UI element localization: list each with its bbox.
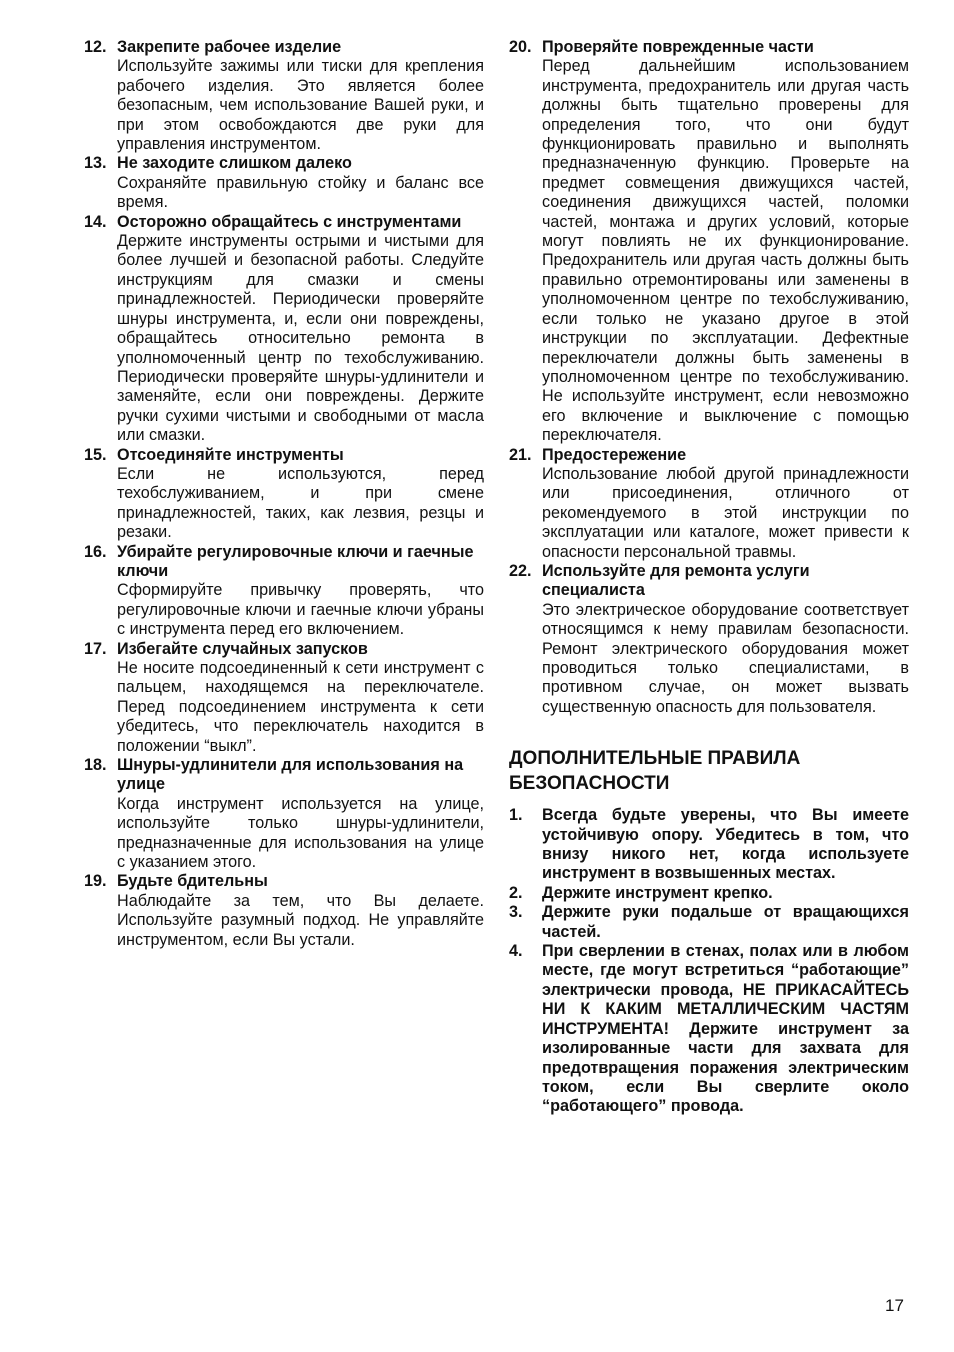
item-number: 22.: [509, 561, 532, 580]
item-title: Отсоединяйте инструменты: [117, 445, 344, 464]
item-number: 17.: [84, 639, 107, 658]
item-body: Это электрическое оборудование соответствует относящимся к нему правилам безопасности. Ремонт электрического оборудования может проводиться только специалистами, в противном случае, он может вызвать существенную опасность для пользователя.: [542, 600, 909, 716]
item-title: Шнуры-удлинители для использования на улице: [117, 756, 464, 794]
right-column: [509, 38, 909, 1117]
rule-number: 4.: [509, 942, 523, 961]
item-body: Использование любой другой принадлежности или присоединения, отличного от рекомендуемого в этой инструкции по эксплуатации или каталоге, может привести к опасности персональной травмы.: [542, 464, 909, 561]
section-heading: ДОПОЛНИТЕЛЬНЫЕ ПРАВИЛА БЕЗОПАСНОСТИ: [509, 748, 801, 795]
item-title: Не заходите слишком далеко: [117, 154, 352, 173]
item-body: Сформируйте привычку проверять, что регулировочные ключи и гаечные ключи убраны с инструмента перед его включением.: [117, 581, 484, 639]
safety-item-19: [84, 872, 484, 950]
item-title: Предостережение: [542, 445, 687, 464]
safety-item-17: [84, 640, 484, 756]
rule-item-4: [509, 942, 909, 1117]
item-title: Будьте бдительны: [117, 872, 268, 891]
item-title: Осторожно обращайтесь с инструментами: [117, 212, 462, 231]
safety-item-13: [84, 154, 484, 212]
item-body: Когда инструмент используется на улице, используйте только шнуры-удлинители, предназначенные для использования на улице с указанием этого.: [117, 794, 484, 872]
item-body: Не носите подсоединенный к сети инструмент с пальцем, находящемся на переключателе. Перед подсоединением инструмента к сети убедитесь, что переключатель находится в положении “выкл”.: [117, 659, 484, 755]
rule-number: 2.: [509, 883, 523, 902]
item-number: 16.: [84, 542, 107, 561]
rule-text: Всегда будьте уверены, что Вы имеете устойчивую опору. Убедитесь в том, что внизу никого нет, когда используете инструмент в возвышенных местах.: [542, 806, 909, 883]
item-title: Избегайте случайных запусков: [117, 639, 368, 658]
item-number: 13.: [84, 154, 107, 173]
item-number: 12.: [84, 38, 107, 56]
safety-item-20: [509, 38, 909, 446]
item-body: Если не используются, перед техобслуживанием, и при смене принадлежностей, таких, как лезвия, резцы и резаки.: [117, 464, 484, 542]
item-body: Перед дальнейшим использованием инструмента, предохранитель или другая часть должны быть тщательно проверены для определения того, что они будут функционировать правильно и выполнять предназначенную функцию. Проверьте на предмет совмещения движущихся частей, соединения движущихся частей, поломки частей, монтажа и других условий, которые могут повлиять не их функционирование. Предохранитель или другая часть должны быть правильно отремонтированы или заменены в уполномоченном центре по техобслуживанию, если только не указано другое в этой инструкции по эксплуатации. Дефектные переключатели должны быть заменены в уполномоченном центре по техобслуживанию. Не используйте инструмент, если невозможно его включение и выключение с помощью переключателя.: [542, 57, 909, 445]
left-column: [84, 38, 484, 950]
item-number: 18.: [84, 756, 107, 775]
item-number: 20.: [509, 38, 532, 56]
item-body: Сохраняйте правильную стойку и баланс все время.: [117, 173, 484, 212]
rule-item-3: [509, 903, 909, 942]
safety-item-22: [509, 562, 909, 717]
item-body: Используйте зажимы или тиски для крепления рабочего изделия. Это является более безопасным, чем использование Вашей руки, и при этом освобождаются две руки для управления инструментом.: [117, 57, 484, 154]
item-body: Держите инструменты острыми и чистыми для более лучшей и безопасной работы. Следуйте инструкциям для смазки и смены принадлежностей. Периодически проверяйте шнуры инструмента, и, если они повреждены, обращайтесь относительно ремонта в уполномоченный центр по техобслуживанию. Периодически проверяйте шнуры-удлинители и заменяйте, если они повреждены. Держите ручки сухими чистыми и свободными от масла или смазки.: [117, 232, 484, 445]
item-title: Проверяйте поврежденные части: [542, 38, 814, 56]
item-number: 15.: [84, 445, 107, 464]
item-number: 21.: [509, 445, 532, 464]
item-number: 19.: [84, 872, 107, 891]
rule-item-1: [509, 806, 909, 884]
rule-text: Держите руки подальше от вращающихся частей.: [542, 903, 909, 941]
page-number: 17: [885, 1296, 904, 1315]
rule-text: Держите инструмент крепко.: [542, 883, 773, 902]
rule-text: При сверлении в стенах, полах или в любом месте, где могут встретиться “работающие” электрически провода, НЕ ПРИКАСАЙТЕСЬ НИ К КАКИМ МЕТАЛЛИЧЕСКИМ ЧАСТЯМ ИНСТРУМЕНТА! Держите инструмент за изолированные части для захвата для предотвращения поражения электрическим током, если Вы сверлите около “работающего” провода.: [542, 942, 909, 1116]
item-title: Закрепите рабочее изделие: [117, 38, 342, 56]
safety-item-14: [84, 213, 484, 446]
safety-item-15: [84, 446, 484, 543]
rule-number: 3.: [509, 903, 523, 922]
safety-item-16: [84, 543, 484, 640]
safety-item-21: [509, 446, 909, 562]
safety-item-12: [84, 38, 484, 154]
item-body: Наблюдайте за тем, что Вы делаете. Используйте разумный подход. Не управляйте инструментом, если Вы устали.: [117, 891, 484, 949]
rule-item-2: [509, 884, 909, 903]
item-title: Убирайте регулировочные ключи и гаечные ключи: [117, 542, 474, 580]
item-number: 14.: [84, 212, 107, 231]
rule-number: 1.: [509, 806, 523, 825]
safety-item-18: [84, 756, 484, 872]
item-title: Используйте для ремонта услуги специалиста: [542, 561, 810, 600]
